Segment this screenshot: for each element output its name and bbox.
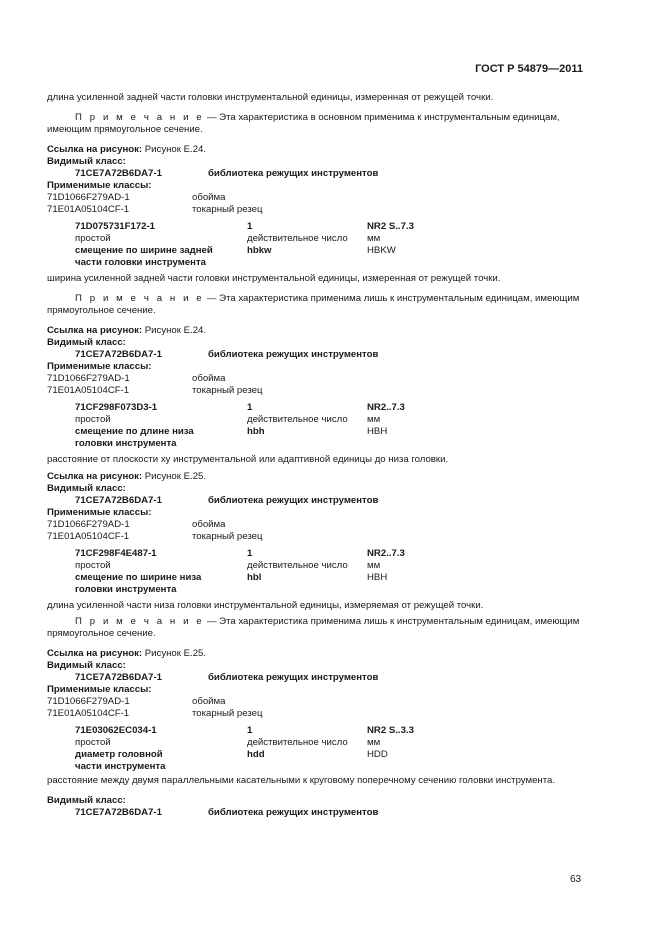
visible-class-name: библиотека режущих инструментов xyxy=(208,672,379,683)
applicable-class-row xyxy=(47,192,584,204)
applicable-class-row xyxy=(47,531,584,543)
note xyxy=(47,616,584,640)
definition-text: длина усиленной задней части головки инструментальной единицы, измеренная от режущей точки. xyxy=(47,92,494,103)
visible-class-row xyxy=(47,672,584,684)
property-row xyxy=(47,584,584,596)
property-table xyxy=(47,725,584,773)
property-row xyxy=(47,414,584,426)
note-label: П р и м е ч а н и е xyxy=(75,112,205,123)
property-row xyxy=(47,402,584,414)
visible-class-row xyxy=(47,168,584,180)
applicable-class-name: токарный резец xyxy=(192,708,263,719)
property-row xyxy=(47,426,584,438)
property-count: 1 xyxy=(247,221,253,232)
property-type: простой xyxy=(75,737,111,748)
property-row xyxy=(47,548,584,560)
applicable-class-code: 71D1066F279AD-1 xyxy=(47,696,130,707)
property-value-type: действительное число xyxy=(247,737,348,748)
applicable-class-name: обойма xyxy=(192,519,226,530)
property-short-name: HBH xyxy=(367,426,388,437)
definition-text: длина усиленной части низа головки инструментальной единицы, измеряемая от режущей точки. xyxy=(47,600,484,611)
figure-ref-value: Рисунок Е.24. xyxy=(144,144,207,155)
figure-ref-label: Ссылка на рисунок: xyxy=(47,325,143,336)
property-short-name: HDD xyxy=(367,749,388,760)
applicable-classes-label: Применимые классы: xyxy=(47,684,152,695)
applicable-class-row xyxy=(47,373,584,385)
property-table xyxy=(47,402,584,450)
property-value-type: действительное число xyxy=(247,233,348,244)
visible-class-code: 71CE7A72B6DA7-1 xyxy=(75,168,162,179)
property-short-name: HBKW xyxy=(367,245,396,256)
visible-class-name: библиотека режущих инструментов xyxy=(208,495,379,506)
property-format: NR2 S..7.3 xyxy=(367,221,414,232)
property-short-name: HBH xyxy=(367,572,388,583)
page-number: 63 xyxy=(570,874,582,885)
applicable-class-row xyxy=(47,204,584,216)
applicable-class-code: 71D1066F279AD-1 xyxy=(47,192,130,203)
figure-reference xyxy=(47,648,584,660)
property-name-cont: части головки инструмента xyxy=(75,257,207,268)
property-row xyxy=(47,725,584,737)
property-row xyxy=(47,560,584,572)
property-type: простой xyxy=(75,414,111,425)
property-row xyxy=(47,761,584,773)
property-row xyxy=(47,257,584,269)
property-symbol: hbkw xyxy=(247,245,272,256)
applicable-classes-label: Применимые классы: xyxy=(47,361,152,372)
property-row xyxy=(47,245,584,257)
property-format: NR2 S..3.3 xyxy=(367,725,414,736)
applicable-classes-label: Применимые классы: xyxy=(47,507,152,518)
property-symbol: hdd xyxy=(247,749,265,760)
visible-class-code: 71CE7A72B6DA7-1 xyxy=(75,672,162,683)
applicable-class-name: токарный резец xyxy=(192,531,263,542)
applicable-class-name: обойма xyxy=(192,696,226,707)
property-code: 71CF298F073D3-1 xyxy=(75,402,158,413)
applicable-class-code: 71E01A05104CF-1 xyxy=(47,531,130,542)
property-name: диаметр головной xyxy=(75,749,163,760)
property-unit: мм xyxy=(367,414,381,425)
property-count: 1 xyxy=(247,725,253,736)
property-table xyxy=(47,548,584,596)
property-name-cont: головки инструмента xyxy=(75,438,177,449)
applicable-class-name: токарный резец xyxy=(192,385,263,396)
property-row xyxy=(47,221,584,233)
note-text: — Эта характеристика в основном применима к инструментальным единицам, имеющим прямоугольное сечение. xyxy=(47,112,560,135)
page-content xyxy=(47,92,584,819)
figure-ref-value: Рисунок Е.24. xyxy=(144,325,207,336)
applicable-classes-label: Применимые классы: xyxy=(47,180,152,191)
applicable-class-row xyxy=(47,708,584,720)
visible-class-name: библиотека режущих инструментов xyxy=(208,168,379,179)
property-code: 71E03062EC034-1 xyxy=(75,725,157,736)
applicable-class-row xyxy=(47,519,584,531)
note xyxy=(47,293,584,317)
property-code: 71CF298F4E487-1 xyxy=(75,548,157,559)
note-text: — Эта характеристика применима лишь к инструментальным единицам, имеющим прямоугольное сечение. xyxy=(47,616,580,639)
property-row xyxy=(47,233,584,245)
note-label: П р и м е ч а н и е xyxy=(75,293,205,304)
definition-text: расстояние от плоскости xy инструментальной или адаптивной единицы до низа головки. xyxy=(47,454,449,465)
visible-class-name: библиотека режущих инструментов xyxy=(208,349,379,360)
applicable-class-code: 71D1066F279AD-1 xyxy=(47,519,130,530)
visible-class-label: Видимый класс: xyxy=(47,660,126,671)
figure-reference xyxy=(47,471,584,483)
figure-ref-value: Рисунок Е.25. xyxy=(144,471,207,482)
property-format: NR2..7.3 xyxy=(367,402,405,413)
property-row xyxy=(47,438,584,450)
visible-class-code: 71CE7A72B6DA7-1 xyxy=(75,349,162,360)
figure-reference xyxy=(47,325,584,337)
visible-class-code: 71CE7A72B6DA7-1 xyxy=(75,807,162,818)
applicable-class-code: 71E01A05104CF-1 xyxy=(47,385,130,396)
visible-class-row xyxy=(47,495,584,507)
applicable-class-name: токарный резец xyxy=(192,204,263,215)
figure-ref-label: Ссылка на рисунок: xyxy=(47,144,143,155)
property-row xyxy=(47,737,584,749)
applicable-class-code: 71D1066F279AD-1 xyxy=(47,373,130,384)
property-name: смещение по ширине низа xyxy=(75,572,202,583)
figure-ref-label: Ссылка на рисунок: xyxy=(47,471,143,482)
property-unit: мм xyxy=(367,560,381,571)
property-value-type: действительное число xyxy=(247,414,348,425)
document-header: ГОСТ Р 54879—2011 xyxy=(475,63,583,75)
visible-class-name: библиотека режущих инструментов xyxy=(208,807,379,818)
property-type: простой xyxy=(75,560,111,571)
property-name-cont: головки инструмента xyxy=(75,584,177,595)
definition-text: ширина усиленной задней части головки инструментальной единицы, измеренная от режущей точки. xyxy=(47,273,501,284)
property-name: смещение по ширине задней xyxy=(75,245,213,256)
property-value-type: действительное число xyxy=(247,560,348,571)
applicable-class-name: обойма xyxy=(192,373,226,384)
applicable-class-row xyxy=(47,385,584,397)
property-format: NR2..7.3 xyxy=(367,548,405,559)
figure-ref-value: Рисунок Е.25. xyxy=(144,648,207,659)
definition-text: расстояние между двумя параллельными касательными к круговому поперечному сечению головки инструмента. xyxy=(47,775,556,786)
property-unit: мм xyxy=(367,233,381,244)
property-type: простой xyxy=(75,233,111,244)
visible-class-row xyxy=(47,349,584,361)
property-unit: мм xyxy=(367,737,381,748)
figure-ref-label: Ссылка на рисунок: xyxy=(47,648,143,659)
applicable-class-name: обойма xyxy=(192,192,226,203)
property-name-cont: части инструмента xyxy=(75,761,166,772)
property-row xyxy=(47,572,584,584)
property-count: 1 xyxy=(247,548,253,559)
applicable-class-row xyxy=(47,696,584,708)
note-label: П р и м е ч а н и е xyxy=(75,616,205,627)
property-table xyxy=(47,221,584,269)
property-symbol: hbh xyxy=(247,426,265,437)
figure-reference xyxy=(47,144,584,156)
property-row xyxy=(47,749,584,761)
visible-class-code: 71CE7A72B6DA7-1 xyxy=(75,495,162,506)
note-text: — Эта характеристика применима лишь к инструментальным единицам, имеющим прямоугольное сечение. xyxy=(47,293,580,316)
property-code: 71D075731F172-1 xyxy=(75,221,156,232)
visible-class-label: Видимый класс: xyxy=(47,483,126,494)
visible-class-label: Видимый класс: xyxy=(47,156,126,167)
visible-class-label: Видимый класс: xyxy=(47,795,126,806)
visible-class-row xyxy=(47,807,584,819)
property-symbol: hbl xyxy=(247,572,262,583)
property-count: 1 xyxy=(247,402,253,413)
property-name: смещение по длине низа xyxy=(75,426,194,437)
applicable-class-code: 71E01A05104CF-1 xyxy=(47,708,130,719)
visible-class-label: Видимый класс: xyxy=(47,337,126,348)
applicable-class-code: 71E01A05104CF-1 xyxy=(47,204,130,215)
note xyxy=(47,112,584,136)
